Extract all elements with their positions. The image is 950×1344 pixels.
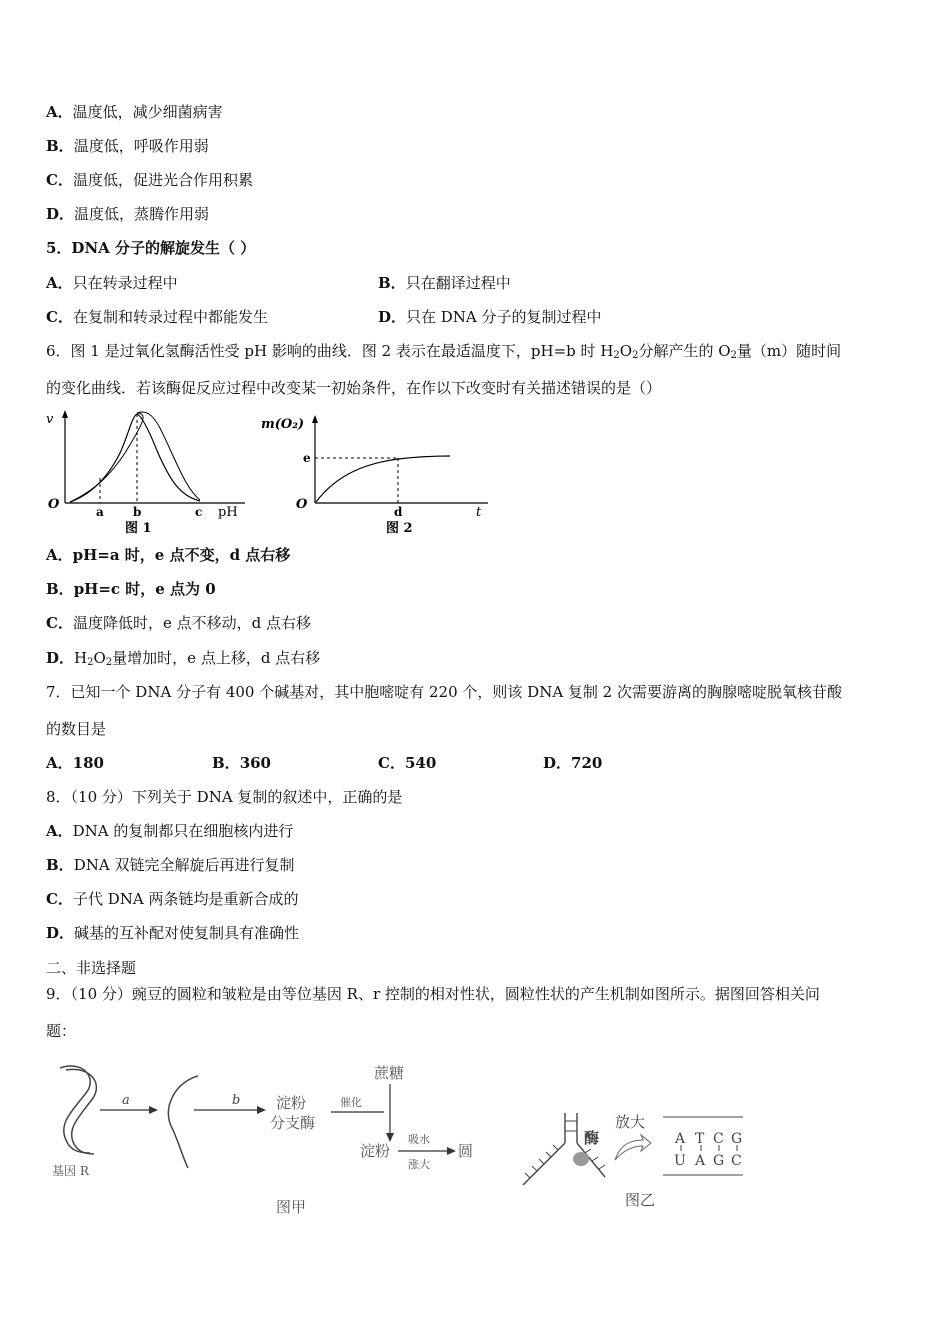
gene-r-dna-strand-1 (60, 1066, 90, 1153)
q9-stem-line2: 题： (46, 1022, 77, 1040)
starch-branch-enzyme-line2: 分支酶 (270, 1114, 316, 1132)
q5-option-a: A．只在转录过程中 (46, 274, 178, 292)
fig1-tick-b: b (133, 505, 142, 519)
q8-option-b: B．DNA 双链完全解旋后再进行复制 (46, 856, 295, 874)
arrow-a-label: a (122, 1093, 130, 1108)
q8-stem: 8．（10 分）下列关于 DNA 复制的叙述中，正确的是 (46, 788, 403, 806)
q6-option-a: A．pH=a 时，e 点不变，d 点右移 (46, 546, 291, 564)
fig2-origin: O (296, 497, 308, 512)
base-bottom-1: U (674, 1153, 686, 1169)
fig2-curve (316, 456, 450, 502)
q5-stem: 5．DNA 分子的解旋发生（ ） (46, 239, 256, 257)
figure-jia-mechanism (48, 1058, 488, 1218)
q5-option-c: C．在复制和转录过程中都能发生 (46, 308, 268, 326)
base-top-4: G (731, 1131, 743, 1147)
fig1-origin: O (48, 497, 60, 512)
enlarge-arrow-icon (615, 1135, 651, 1160)
figure-jia-caption: 图甲 (276, 1198, 307, 1216)
fig1-xlabel: pH (218, 505, 238, 520)
q6-option-b: B．pH=c 时，e 点为 0 (46, 580, 216, 598)
fig2-ylevel-e: e (303, 451, 311, 465)
base-top-3: C (713, 1131, 724, 1147)
figure-1-ph-curve (40, 408, 250, 538)
q4-option-b: B．温度低，呼吸作用弱 (46, 137, 209, 155)
q6-option-c: C．温度降低时，e 点不移动，d 点右移 (46, 614, 311, 632)
q7-option-c: C．540 (378, 754, 437, 772)
enzyme-label: 酶 (584, 1129, 600, 1147)
enzyme-blob (573, 1152, 589, 1166)
q8-option-c: C．子代 DNA 两条链均是重新合成的 (46, 890, 299, 908)
base-top-2: T (695, 1131, 705, 1147)
q5-option-b: B．只在翻译过程中 (378, 274, 511, 292)
q8-option-d: D．碱基的互补配对使复制具有准确性 (46, 924, 300, 942)
q8-option-a: A．DNA 的复制都只在细胞核内进行 (46, 822, 294, 840)
arrow-b-label: b (232, 1093, 241, 1108)
absorb-water-label: 吸水 (408, 1133, 430, 1146)
q7-option-b: B．360 (212, 754, 271, 772)
fig2-xlabel: t (476, 505, 482, 520)
q7-stem-line1: 7．已知一个 DNA 分子有 400 个碱基对，其中胞嘧啶有 220 个，则该 DNA 复制 2 次需要游离的胸腺嘧啶脱氧核苷酸 (46, 683, 843, 701)
catalyze-label: 催化 (340, 1096, 362, 1109)
q6-option-d: D．$H_2O_2$量增加时，e 点上移，d 点右移 (46, 649, 321, 668)
q5-option-d: D．只在 DNA 分子的复制过程中 (378, 308, 602, 326)
base-bottom-2: A (695, 1153, 706, 1169)
fig1-tick-a: a (96, 505, 104, 519)
round-label: 圆 (458, 1142, 474, 1160)
base-bottom-3: G (713, 1153, 725, 1169)
q6-stem-line2: 的变化曲线．若该酶促反应过程中改变某一初始条件，在作以下改变时有关描述错误的是（） (46, 379, 662, 397)
q6-stem-line1: 6．图 1 是过氧化氢酶活性受 pH 影响的曲线．图 2 表示在最适温度下，pH=b 时 $H_2O_2$分解产生的 $O_2$量（m）随时间 (46, 342, 842, 361)
fig2-tick-d: d (394, 505, 403, 519)
q7-stem-line2: 的数目是 (46, 720, 107, 738)
fig2-caption: 图 2 (386, 521, 413, 536)
fig2-ylabel: m(O₂) (261, 417, 305, 432)
q4-option-c: C．温度低，促进光合作用积累 (46, 171, 253, 189)
base-bottom-4: C (731, 1153, 742, 1169)
figure-yi-caption: 图乙 (625, 1191, 656, 1209)
fig1-curve (70, 412, 200, 502)
fig1-ylabel: v (46, 412, 54, 427)
figure-yi-transcription (515, 1105, 755, 1215)
swell-label: 涨大 (408, 1158, 430, 1171)
q4-option-a: A．温度低，减少细菌病害 (46, 103, 223, 121)
figure-2-o2-curve (258, 408, 493, 538)
base-top-1: A (675, 1131, 686, 1147)
enlarge-label: 放大 (615, 1113, 646, 1131)
q7-option-d: D．720 (543, 754, 603, 772)
q9-stem-line1: 9．（10 分）豌豆的圆粒和皱粒是由等位基因 R、r 控制的相对性状，圆粒性状的产生机制如图所示。据图回答相关问 (46, 985, 820, 1003)
gene-r-label: 基因 R (52, 1164, 89, 1178)
starch-label: 淀粉 (360, 1142, 391, 1160)
fig1-caption: 图 1 (125, 521, 152, 536)
section-2-heading: 二、非选择题 (46, 959, 137, 977)
fig1-tick-c: c (195, 505, 203, 519)
mrna-strand (168, 1076, 198, 1168)
q4-option-d: D．温度低，蒸腾作用弱 (46, 205, 210, 223)
starch-branch-enzyme-line1: 淀粉 (276, 1094, 307, 1112)
q7-option-a: A．180 (46, 754, 104, 772)
sucrose-label: 蔗糖 (374, 1064, 405, 1082)
